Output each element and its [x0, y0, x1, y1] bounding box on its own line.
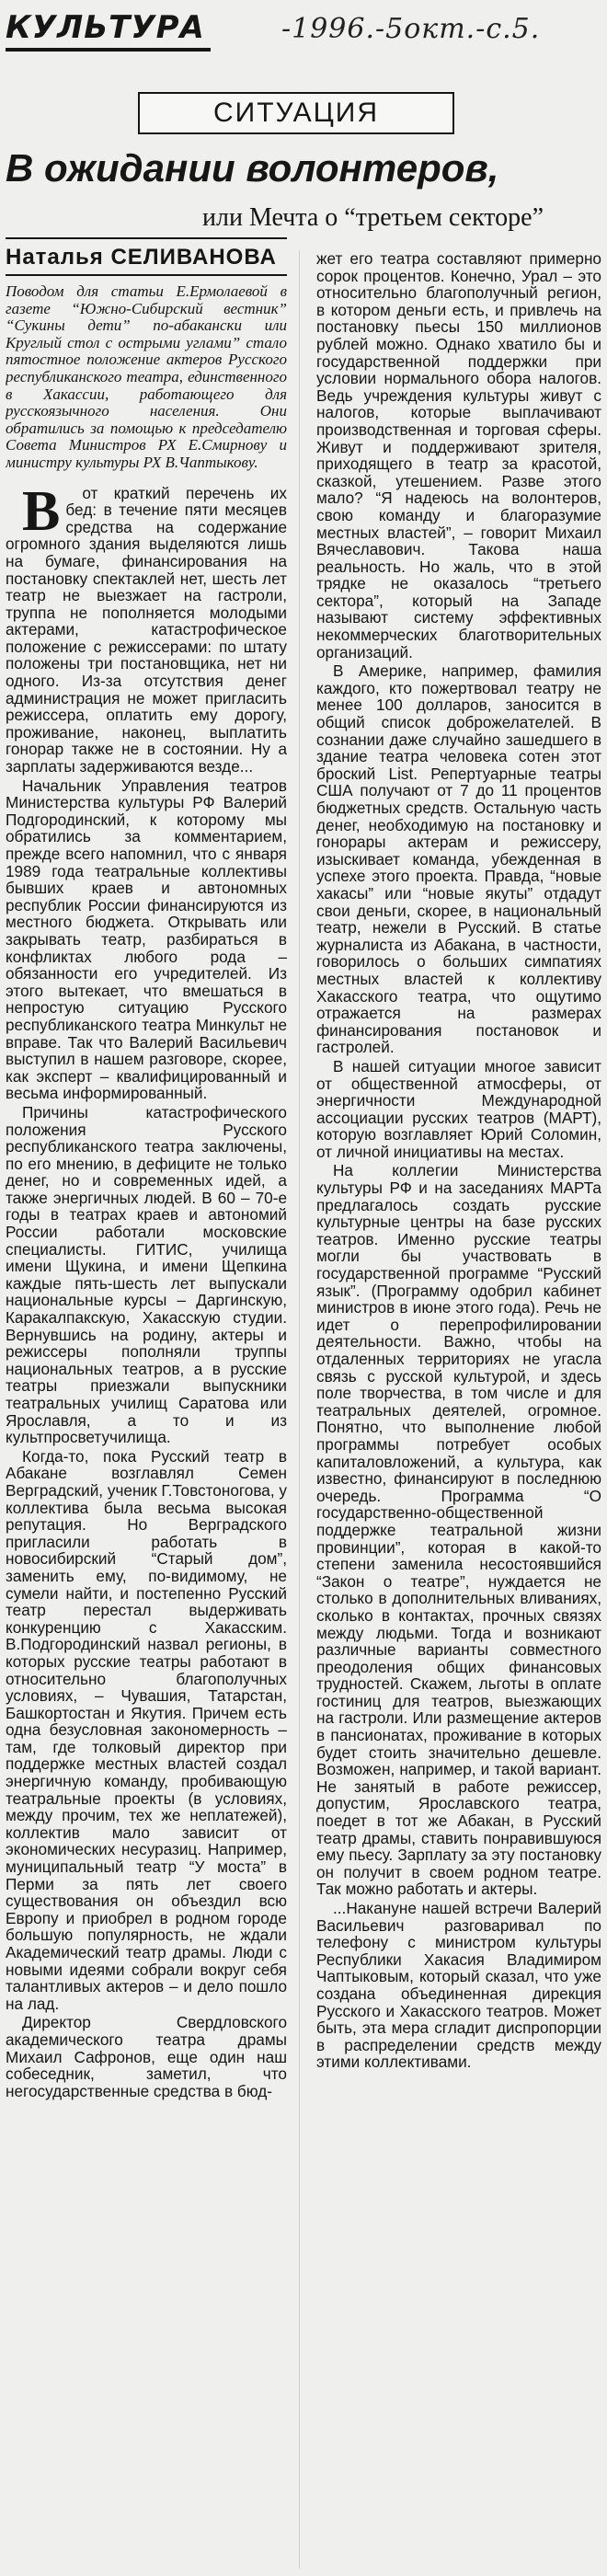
masthead	[6, 7, 601, 61]
paragraph: В нашей ситуации многое зависит от общественной атмосферы, от энергичности Международной ассоциации русских театров (МАРТ), которую возглавляет Юрий Соломин, от личной инициативы на местах.	[316, 1056, 601, 1161]
article-headline: В ожидании волонтеров,	[6, 146, 499, 190]
paragraph: Когда-то, пока Русский театр в Абакане возглавлял Семен Верградский, ученик Г.Товстоногова, у коллектива была весьма высокая репутация. Но Верградского пригласили работать в новосибирский “Старый дом”, заменить ему, по-видимому, не сумели найти, и постепенно Русский театр перестал выдерживать конкуренцию с Хакасским. В.Подгородинский назвал регионы, в которых русские театры работают в относительно благополучных условиях, – Чувашия, Татарстан, Башкортостан и Якутия. Причем есть одна безусловная закономерность – там, где толковый директор при поддержке местных властей создал энергичную команду, пробивающую театральные проекты (в условиях, между прочим, тех же неплатежей), коллектив мало зависит от экономических несуразиц. Например, муниципальный театр “У моста” в Перми за пять лет своего существования он объездил всю Европу и приобрел в родном городе большую популярность, не ждали Академический театр драмы. Люди с новыми идеями собрали вокруг себя талантливых актеров – и дело пошло на лад.	[6, 1446, 287, 2013]
handwritten-date: -1996.-5окт.-с.5.	[281, 13, 541, 45]
paragraph: Директор Свердловского академического театра драмы Михаил Сафронов, еще один наш собеседник, заметил, что негосударственные средства в бюд-	[6, 2013, 287, 2100]
paragraph: На коллегии Министерства культуры РФ и на заседаниях МАРТа предлагалось создать русские культурные центры на базе русских театров. Именно русские театры могли бы участвовать в государственной программе “Русский язык”. (Программу одобрил кабинет министров в июне этого года). Речь не идет о перепрофилировании деятельности. Важно, чтобы на отдаленных территориях не угасла связь с русской культурой, и здесь поле творчества, в том числе и для театральных деятелей, огромное. Понятно, что выполнение любой программы потребует особых капиталовложений, а культура, как известно, финансируют в последнюю очередь. Программа “О государственно-общественной поддержке театральной жизни провинции”, которая в какой-то степени заменила несостоявшийся “Закон о театре”, нуждается не столько в дополнительных вливаниях, сколько в контактах, прочных связях между людьми. Тогда и возникают различные варианты совместного преодоления общих финансовых трудностей. Скажем, льготы в оплате гостиниц для театров, выезжающих на гастроли. Или размещение актеров в пансионатах, проживание в которых будет стоить значительно дешевле. Возможен, например, и такой вариант. Не занятый в работе режиссер, допустим, Ярославского театра, поедет в тот же Абакан, в Русский театр драмы, ставить понравившуюся ему пьесу. Зарплату за эту постановку он получит в своем родном театре. Так можно работать и актеры.	[316, 1161, 601, 1899]
article-subheadline: или Мечта о “третьем секторе”	[202, 203, 544, 232]
paragraph: В Америке, например, фамилия каждого, кто пожертвовал театру не менее 100 долларов, заносится в общий список доброжелателей. В сознании даже случайно зашедшего в здание театра человека сотен этот броский List. Репертуарные театры США получают от 7 до 11 процентов бюджетных средств. Остальную часть денег, необходимую на постановку и гонорары актерам и режиссеру, изыскивает команда, убежденная в успехе этого проекта. Правда, “новые хакасы” или “новые якуты” отдадут свои деньги, скорее, в национальный театр, нежели в Русский. В статье журналиста из Абакана, в частности, говорилось о больших симпатиях местных властей к коллективу Хакасского театра, что ощутимо отражается на размерах финансирования постановок и гастролей.	[316, 661, 601, 1057]
paragraph: жет его театра составляют примерно сорок процентов. Конечно, Урал – это относительно благополучный регион, в котором деньги есть, и привлечь на постановку пьесы 150 миллионов рублей можно. Однако хватило бы и государственной поддержки при условии нормального обора налогов. Ведь учреждения культуры живут с налогов, которые выплачивают производственная и торговая сферы. Живут и поддерживают зрителя, приходящего в театр за красотой, сказкой, утешением. Разве этого мало? “Я надеюсь на волонтеров, свою команду и благоразумие местных властей”, – говорит Михаил Вячеславович. Такова наша реальность. Но жаль, что в этой трядке не оказалось “третьего сектора”, который на Западе называют систему эффективных некоммерческих благотворительных организаций.	[316, 250, 601, 661]
article-column-left	[6, 283, 287, 2572]
byline-rule-bottom	[6, 274, 287, 276]
author-byline: Наталья СЕЛИВАНОВА	[6, 245, 277, 270]
byline-rule-top	[6, 237, 287, 239]
article-column-right	[316, 250, 601, 2572]
article-intro: Поводом для статьи Е.Ермолаевой в газете “Южно-Сибирский вестник” “Сукины дети” по-абакански или Круглый стол с острыми углами” стало пятостное положение актеров Русского республиканского театра, единственного в Хакассии, работающего для русскоязычного населения. Они обратились за помощью к председателю Совета Министров РХ Е.Смирнову и министру культуры РХ В.Чаптыкову.	[6, 283, 287, 471]
paragraph: ...Накануне нашей встречи Валерий Васильевич разговаривал по телефону с министром культуры Республики Хакасия Владимиром Чаптыковым, который сказал, что уже создана объединенная дирекция Русского и Хакасского театров. Может быть, эта мера сгладит диспропорции в распределении средств между этими коллективами.	[316, 1899, 601, 2072]
drop-cap: В	[22, 479, 61, 543]
paragraph: Начальник Управления театров Министерства культуры РФ Валерий Подгородинский, к которому мы обратились за комментарием, прежде всего напомнил, что с января 1989 года театральные коллективы бывших краев и автономных республик России финансируются из местного бюджета. Открывать или закрывать театр, разбираться в конфликтах любого рода – обязанности его учредителей. Из этого вытекает, что вмешаться в непростую ситуацию Русского республиканского театра Минкульт не вправе. Так что Валерий Васильевич выступил в нашем разговоре, скорее, как эксперт – квалифицированный и весьма информированный.	[6, 776, 287, 1103]
column-divider	[299, 250, 300, 2569]
section-name: КУЛЬТУРА	[6, 7, 211, 52]
paragraph: В от краткий перечень их бед: в течение пяти месяцев средства на содержание огромного здания выделяются лишь на бумаге, финансирования на постановку спектаклей нет, шесть лет театр не выезжает на гастроли, труппа не пополняется молодыми актерами, катастрофическое положение с режиссерами: по штату положены три постановщика, нет ни одного. Из-за отсутствия денег администрация не может пригласить режиссера, оплатить ему дорогу, проживание, наконец, выплатить гонорар также не в состоянии. Ну а зарплаты задерживаются везде...	[6, 479, 287, 776]
rubric-label: СИТУАЦИЯ	[138, 92, 454, 134]
paragraph: Причины катастрофического положения Русского республиканского театра заключены, по его мнению, в дефиците не только денег, но и современных идей, а также энергичных людей. В 60 – 70-е годы в театрах краев и автономий России работали московские специалисты. ГИТИС, училища имени Щукина, и имени Щепкина каждые пять-шесть лет выпускали национальные курсы – Даргинскую, Каракалпакскую, Хакасскую студии. Вернувшись на родину, актеры и режиссеры пополняли труппы национальных театров, а в русские театры приезжали выпускники театральных училищ Саратова или Ярославля, а то и из культпросветучилища.	[6, 1102, 287, 1447]
